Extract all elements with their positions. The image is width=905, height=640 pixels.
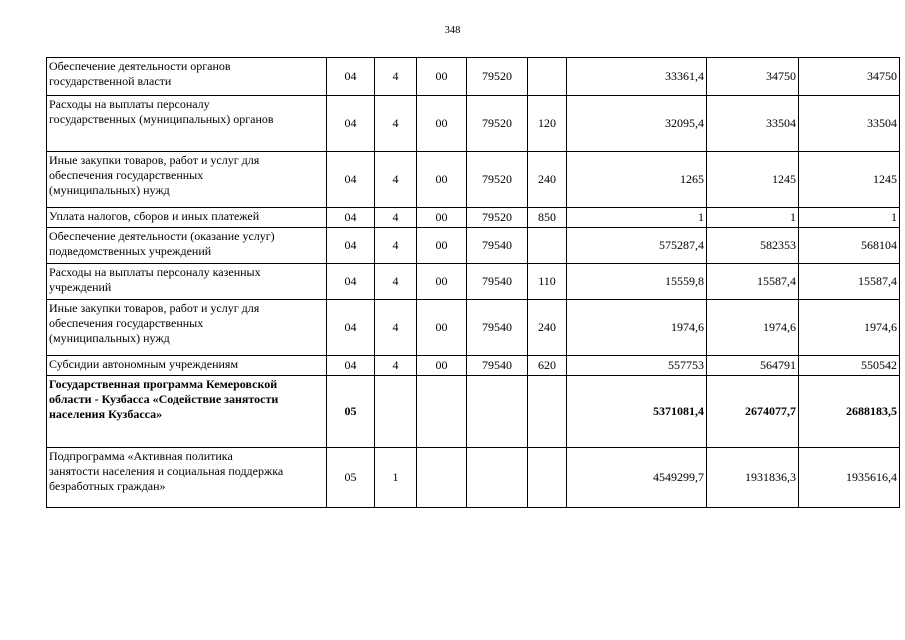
amount-year2-cell: 34750 [707, 58, 799, 96]
expense-code-cell: 79520 [467, 208, 528, 228]
subprogram-cell: 4 [375, 228, 417, 264]
main-event-cell: 00 [417, 356, 467, 376]
amount-year2-cell: 1245 [707, 152, 799, 208]
amount-year3-cell: 15587,4 [799, 264, 900, 300]
subprogram-cell: 4 [375, 208, 417, 228]
row-name-line: области - Кузбасса «Содействие занятости [49, 392, 279, 406]
expense-code-cell [467, 448, 528, 508]
row-name-line: Субсидии автономным учреждениям [49, 357, 239, 371]
amount-year1-cell: 5371081,4 [567, 376, 707, 448]
expense-type-cell: 240 [528, 300, 567, 356]
main-event-cell: 00 [417, 152, 467, 208]
row-name-line: (муниципальных) нужд [49, 183, 170, 197]
row-name-line: Расходы на выплаты персоналу [49, 97, 210, 111]
amount-year2-cell: 15587,4 [707, 264, 799, 300]
subprogram-cell: 4 [375, 300, 417, 356]
table-row [47, 208, 900, 228]
amount-year1-cell: 33361,4 [567, 58, 707, 96]
row-name-line: Государственная программа Кемеровской [49, 377, 278, 391]
expense-code-cell: 79520 [467, 96, 528, 152]
row-name-line: учреждений [49, 280, 112, 294]
subprogram-cell: 4 [375, 58, 417, 96]
section-cell: 04 [327, 152, 375, 208]
amount-year3-cell: 2688183,5 [799, 376, 900, 448]
table-row [47, 356, 900, 376]
section-cell: 04 [327, 300, 375, 356]
expense-code-cell: 79520 [467, 152, 528, 208]
section-cell: 04 [327, 356, 375, 376]
main-event-cell: 00 [417, 300, 467, 356]
amount-year3-cell: 1 [799, 208, 900, 228]
amount-year3-cell: 34750 [799, 58, 900, 96]
amount-year3-cell: 550542 [799, 356, 900, 376]
table-row [47, 448, 900, 508]
row-name-line: обеспечения государственных [49, 316, 204, 330]
row-name-line: Расходы на выплаты персоналу казенных [49, 265, 261, 279]
subprogram-cell: 4 [375, 264, 417, 300]
expense-type-cell: 120 [528, 96, 567, 152]
amount-year1-cell: 4549299,7 [567, 448, 707, 508]
row-name-line: безработных граждан» [49, 479, 166, 493]
row-name-cell [47, 228, 327, 264]
row-name-cell [47, 448, 327, 508]
main-event-cell: 00 [417, 208, 467, 228]
expense-type-cell [528, 448, 567, 508]
budget-table [46, 57, 900, 508]
amount-year3-cell: 33504 [799, 96, 900, 152]
expense-type-cell: 620 [528, 356, 567, 376]
expense-type-cell: 240 [528, 152, 567, 208]
row-name-line: Подпрограмма «Активная политика [49, 449, 233, 463]
main-event-cell: 00 [417, 96, 467, 152]
expense-code-cell: 79540 [467, 264, 528, 300]
amount-year2-cell: 1931836,3 [707, 448, 799, 508]
amount-year1-cell: 15559,8 [567, 264, 707, 300]
table-row [47, 228, 900, 264]
amount-year1-cell: 1974,6 [567, 300, 707, 356]
row-name-cell [47, 356, 327, 376]
row-name-cell [47, 264, 327, 300]
expense-code-cell [467, 376, 528, 448]
amount-year2-cell: 2674077,7 [707, 376, 799, 448]
amount-year2-cell: 33504 [707, 96, 799, 152]
subprogram-cell: 4 [375, 356, 417, 376]
row-name-line: (муниципальных) нужд [49, 331, 170, 345]
amount-year2-cell: 582353 [707, 228, 799, 264]
table-row [47, 152, 900, 208]
row-name-line: государственной власти [49, 74, 172, 88]
row-name-line: Иные закупки товаров, работ и услуг для [49, 301, 260, 315]
row-name-cell [47, 152, 327, 208]
amount-year3-cell: 568104 [799, 228, 900, 264]
table-row [47, 58, 900, 96]
row-name-line: государственных (муниципальных) органов [49, 112, 274, 126]
main-event-cell: 00 [417, 264, 467, 300]
amount-year3-cell: 1974,6 [799, 300, 900, 356]
row-name-cell [47, 96, 327, 152]
table-row [47, 376, 900, 448]
row-name-line: занятости населения и социальная поддержка [49, 464, 284, 478]
main-event-cell: 00 [417, 228, 467, 264]
row-name-line: Иные закупки товаров, работ и услуг для [49, 153, 260, 167]
row-name-line: населения Кузбасса» [49, 407, 163, 421]
expense-code-cell: 79520 [467, 58, 528, 96]
row-name-line: Обеспечение деятельности (оказание услуг) [49, 229, 275, 243]
row-name-cell [47, 58, 327, 96]
amount-year2-cell: 1 [707, 208, 799, 228]
page-number: 348 [444, 25, 461, 36]
subprogram-cell [375, 376, 417, 448]
expense-type-cell [528, 58, 567, 96]
amount-year3-cell: 1245 [799, 152, 900, 208]
amount-year1-cell: 557753 [567, 356, 707, 376]
main-event-cell [417, 448, 467, 508]
row-name-line: Обеспечение деятельности органов [49, 59, 231, 73]
section-cell: 04 [327, 96, 375, 152]
amount-year2-cell: 1974,6 [707, 300, 799, 356]
expense-type-cell [528, 228, 567, 264]
row-name-cell [47, 300, 327, 356]
main-event-cell: 00 [417, 58, 467, 96]
expense-code-cell: 79540 [467, 228, 528, 264]
row-name-cell [47, 208, 327, 228]
subprogram-cell: 4 [375, 152, 417, 208]
section-cell: 05 [327, 376, 375, 448]
table-row [47, 300, 900, 356]
expense-type-cell: 110 [528, 264, 567, 300]
row-name-cell [47, 376, 327, 448]
table-row [47, 96, 900, 152]
subprogram-cell: 1 [375, 448, 417, 508]
expense-type-cell [528, 376, 567, 448]
section-cell: 04 [327, 264, 375, 300]
expense-type-cell: 850 [528, 208, 567, 228]
row-name-line: подведомственных учреждений [49, 244, 212, 258]
row-name-line: обеспечения государственных [49, 168, 204, 182]
amount-year1-cell: 1265 [567, 152, 707, 208]
section-cell: 04 [327, 208, 375, 228]
amount-year2-cell: 564791 [707, 356, 799, 376]
section-cell: 04 [327, 58, 375, 96]
amount-year1-cell: 575287,4 [567, 228, 707, 264]
expense-code-cell: 79540 [467, 300, 528, 356]
table-row [47, 264, 900, 300]
section-cell: 05 [327, 448, 375, 508]
main-event-cell [417, 376, 467, 448]
section-cell: 04 [327, 228, 375, 264]
amount-year1-cell: 1 [567, 208, 707, 228]
subprogram-cell: 4 [375, 96, 417, 152]
expense-code-cell: 79540 [467, 356, 528, 376]
row-name-line: Уплата налогов, сборов и иных платежей [49, 209, 260, 223]
amount-year1-cell: 32095,4 [567, 96, 707, 152]
table-body [47, 58, 900, 508]
amount-year3-cell: 1935616,4 [799, 448, 900, 508]
